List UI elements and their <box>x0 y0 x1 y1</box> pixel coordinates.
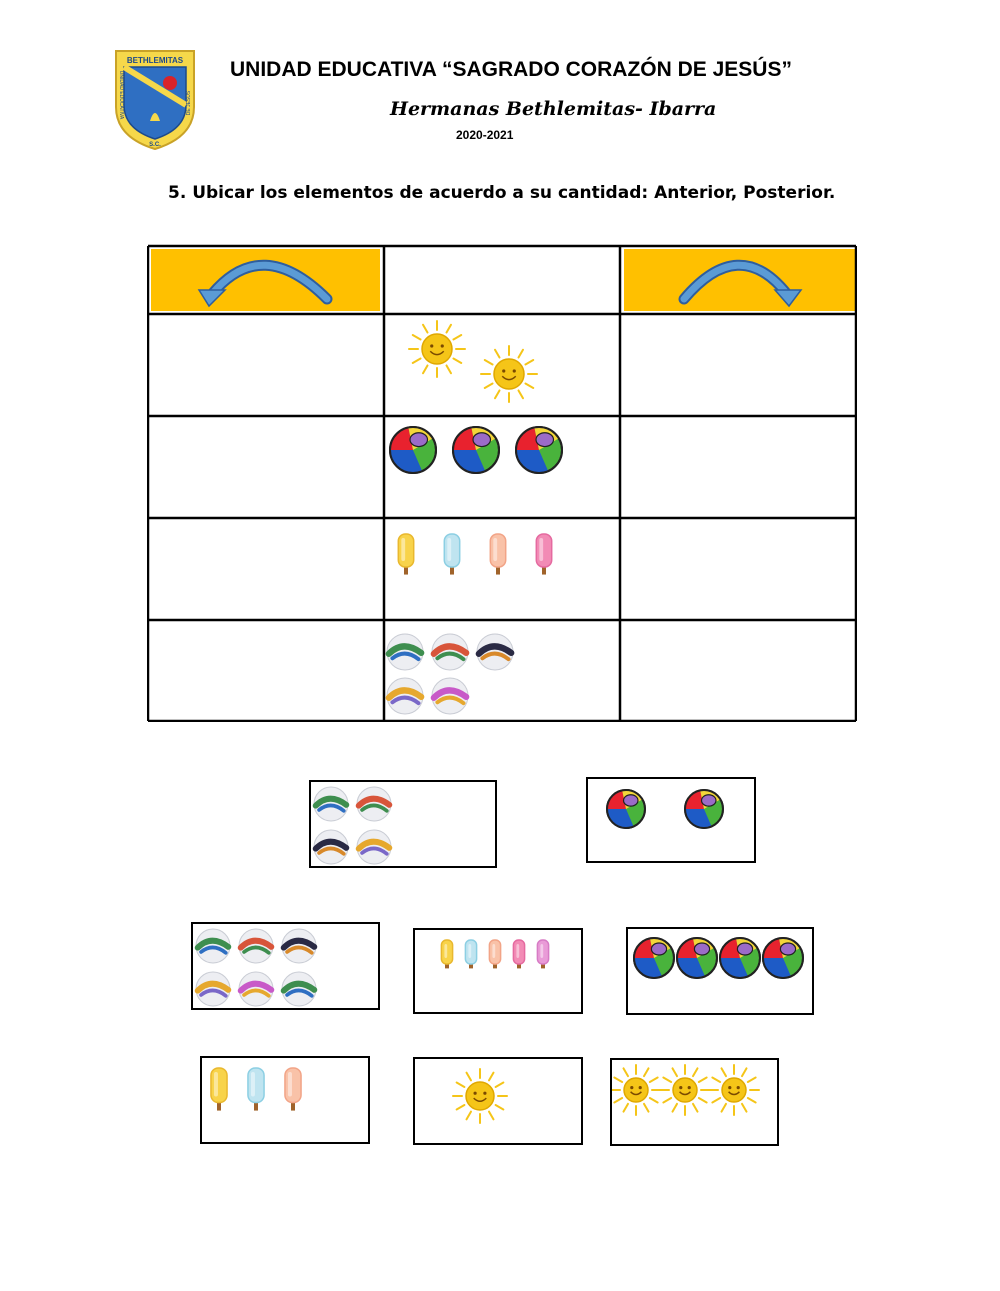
marble-icon <box>196 929 230 963</box>
header-cell-anterior <box>151 249 380 311</box>
school-year: 2020-2021 <box>456 128 514 142</box>
blank-cell-anterior-row-4[interactable] <box>151 623 382 719</box>
school-crest-icon <box>110 45 200 153</box>
popsicle-icon <box>444 534 459 575</box>
exercise-table <box>147 244 857 722</box>
marble-icon <box>282 929 316 963</box>
answer-card-balls-4[interactable] <box>626 927 814 1015</box>
popsicle-icon <box>536 534 551 575</box>
logo-text-top: BETHLEMITAS <box>126 56 184 65</box>
popsicle-icon <box>537 940 548 968</box>
answer-card-balls-2[interactable] <box>586 777 756 863</box>
sun-icon <box>409 321 465 377</box>
answer-card-popsicles-3[interactable] <box>200 1056 370 1144</box>
number-cell-row-4 <box>387 634 513 714</box>
exercise-instruction: 5. Ubicar los elementos de acuerdo a su cantidad: Anterior, Posterior. <box>168 183 836 203</box>
sun-icon <box>709 1065 759 1115</box>
header-cell-posterior <box>624 249 855 311</box>
marble-icon <box>387 634 423 670</box>
blank-cell-anterior-row-2[interactable] <box>151 419 382 516</box>
blank-cell-posterior-row-4[interactable] <box>623 623 854 719</box>
marble-icon <box>282 972 316 1006</box>
beach-ball-icon <box>453 427 499 473</box>
sun-icon <box>481 346 537 402</box>
blank-cell-posterior-row-2[interactable] <box>623 419 854 516</box>
sun-icon <box>660 1065 710 1115</box>
marble-icon <box>314 787 348 821</box>
popsicle-icon <box>285 1068 301 1111</box>
popsicle-icon <box>441 940 452 968</box>
marble-icon <box>357 830 391 864</box>
header-cell-number <box>387 249 619 311</box>
marble-icon <box>477 634 513 670</box>
blank-cell-anterior-row-3[interactable] <box>151 521 382 618</box>
answer-card-marbles-4[interactable] <box>309 780 497 868</box>
answer-card-popsicles-5[interactable] <box>413 928 583 1014</box>
popsicle-icon <box>490 534 505 575</box>
number-cell-row-3 <box>398 534 551 575</box>
beach-ball-icon <box>685 790 723 828</box>
popsicle-icon <box>398 534 413 575</box>
popsicle-icon <box>211 1068 227 1111</box>
popsicle-icon <box>248 1068 264 1111</box>
popsicle-icon <box>513 940 524 968</box>
marble-icon <box>239 929 273 963</box>
school-name: UNIDAD EDUCATIVA “SAGRADO CORAZÓN DE JESÚS” <box>230 58 792 81</box>
blank-cell-posterior-row-1[interactable] <box>623 317 854 414</box>
blank-cell-anterior-row-1[interactable] <box>151 317 382 414</box>
beach-ball-icon <box>516 427 562 473</box>
blank-cell-posterior-row-3[interactable] <box>623 521 854 618</box>
logo-text-bottom: S.C. <box>149 142 161 148</box>
marble-icon <box>357 787 391 821</box>
sun-icon <box>612 1065 661 1115</box>
marble-icon <box>314 830 348 864</box>
beach-ball-icon <box>390 427 436 473</box>
answer-card-sun-1[interactable] <box>413 1057 583 1145</box>
answer-card-suns-3[interactable] <box>610 1058 779 1146</box>
number-cell-row-1 <box>409 321 537 402</box>
beach-ball-icon <box>763 938 803 978</box>
school-subtitle: Hermanas Bethlemitas- Ibarra <box>390 98 717 120</box>
marble-icon <box>387 678 423 714</box>
beach-ball-icon <box>677 938 717 978</box>
sun-icon <box>453 1069 507 1123</box>
beach-ball-icon <box>720 938 760 978</box>
logo-text-left: UNIDAD EDUCATIVA <box>118 70 124 120</box>
answer-card-marbles-6[interactable] <box>191 922 380 1010</box>
beach-ball-icon <box>634 938 674 978</box>
marble-icon <box>432 634 468 670</box>
popsicle-icon <box>465 940 476 968</box>
popsicle-icon <box>489 940 500 968</box>
number-cell-row-2 <box>390 427 562 473</box>
logo-text-right: DE JESUS <box>186 90 192 116</box>
marble-icon <box>239 972 273 1006</box>
marble-icon <box>432 678 468 714</box>
beach-ball-icon <box>607 790 645 828</box>
marble-icon <box>196 972 230 1006</box>
